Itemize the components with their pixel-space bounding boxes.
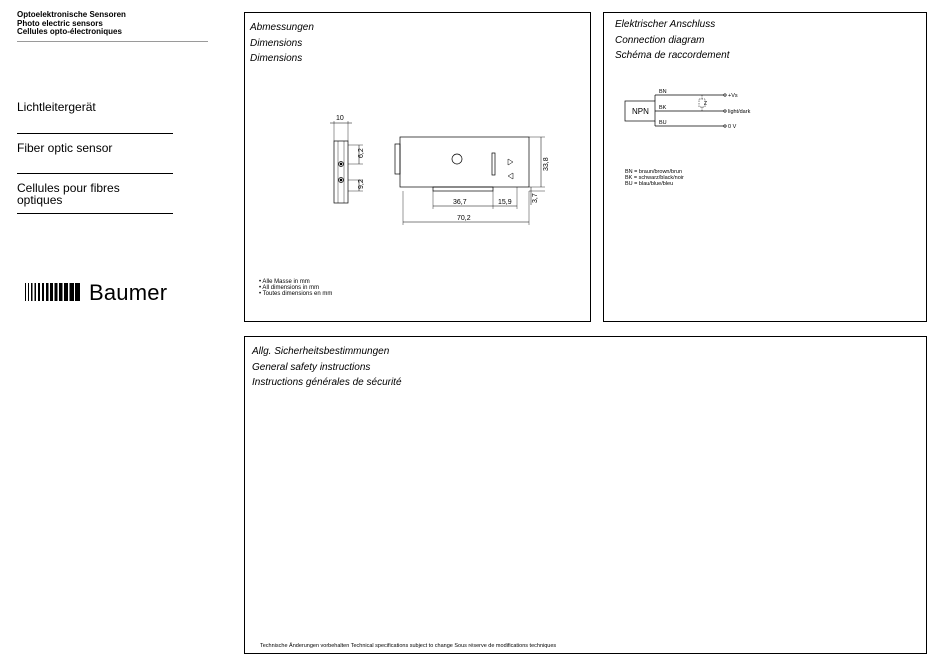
- safety-title: [252, 344, 402, 391]
- dimension-drawing: [245, 13, 590, 321]
- dim-label-36-7: 36,7: [453, 199, 467, 206]
- wire-label-bk: BK: [659, 105, 667, 111]
- product-name-de: Lichtleitergerät: [17, 100, 96, 114]
- wire-legend-bu: BU = blau/blue/bleu: [625, 181, 674, 187]
- dimension-note-fr: • Toutes dimensions en mm: [259, 291, 333, 297]
- series-header-en: Photo electric sensors: [17, 18, 103, 28]
- dimension-note-de: • Alle Masse in mm: [259, 279, 310, 285]
- dim-label-15-9: 15,9: [498, 199, 512, 206]
- wire-legend-bn: BN = braun/brown/brun: [625, 169, 683, 175]
- wire-legend-bk: BK = schwarz/black/noir: [625, 175, 684, 181]
- dimension-note-en: • All dimensions in mm: [259, 285, 320, 291]
- safety-title-en: General safety instructions: [252, 361, 371, 373]
- load-label: Z: [704, 101, 708, 107]
- indicator-led: [452, 154, 462, 164]
- product-name-fr-line1: Cellules pour fibres: [17, 181, 120, 195]
- dimensions-panel: [244, 12, 591, 322]
- footer-disclaimer: Technische Änderungen vorbehalten Technical specifications subject to change Sous réserve de modifications techniques: [260, 643, 557, 649]
- dimensions-title-fr: Dimensions: [250, 53, 303, 64]
- connection-title-de: Elektrischer Anschluss: [615, 19, 716, 30]
- safety-panel: [244, 336, 927, 654]
- fiber-connector-stub: [395, 144, 400, 174]
- side-view-outline: [334, 141, 348, 203]
- adjust-slot: [492, 153, 495, 175]
- dim-label-33-8: 33,8: [543, 157, 550, 171]
- product-divider-3: [17, 213, 173, 214]
- baumer-logo-text: Baumer: [89, 280, 168, 305]
- npn-label: NPN: [632, 107, 649, 116]
- front-view-outline: [400, 137, 529, 187]
- wire-legend: [625, 169, 684, 187]
- header-divider: [17, 41, 208, 42]
- connection-title-fr: Schéma de raccordement: [615, 50, 730, 61]
- dimensions-title-de: Abmessungen: [250, 22, 314, 33]
- baumer-logo-icon: [25, 283, 81, 301]
- connection-title-en: Connection diagram: [615, 34, 705, 46]
- product-name-fr-line2: optiques: [17, 193, 63, 207]
- dim-label-3-7: 3,7: [532, 193, 539, 203]
- wire-label-bn: BN: [659, 89, 667, 95]
- terminal-light-dark: light/dark: [728, 109, 751, 115]
- product-name-fr: [17, 182, 120, 206]
- dimension-notes: [259, 279, 332, 297]
- dimensions-title-en: Dimensions: [250, 37, 303, 49]
- series-header-fr: Cellules opto-électroniques: [17, 27, 122, 36]
- product-name-en: Fiber optic sensor: [17, 141, 113, 155]
- series-header-de: Optoelektronische Sensoren: [17, 10, 126, 19]
- connection-panel: [603, 12, 927, 322]
- terminal-0v: 0 V: [728, 124, 737, 130]
- dim-label-10: 10: [336, 115, 344, 122]
- product-divider-1: [17, 133, 173, 134]
- series-header: [17, 11, 126, 37]
- dim-label-70-2: 70,2: [457, 215, 471, 222]
- safety-title-fr: Instructions générales de sécurité: [252, 377, 402, 388]
- terminal-vs: +Vs: [728, 93, 738, 99]
- dim-label-9-2: 9,2: [358, 179, 365, 189]
- safety-title-de: Allg. Sicherheitsbestimmungen: [252, 346, 390, 357]
- dim-label-6-2: 6,2: [358, 148, 365, 158]
- wire-label-bu: BU: [659, 120, 667, 126]
- product-divider-2: [17, 173, 173, 174]
